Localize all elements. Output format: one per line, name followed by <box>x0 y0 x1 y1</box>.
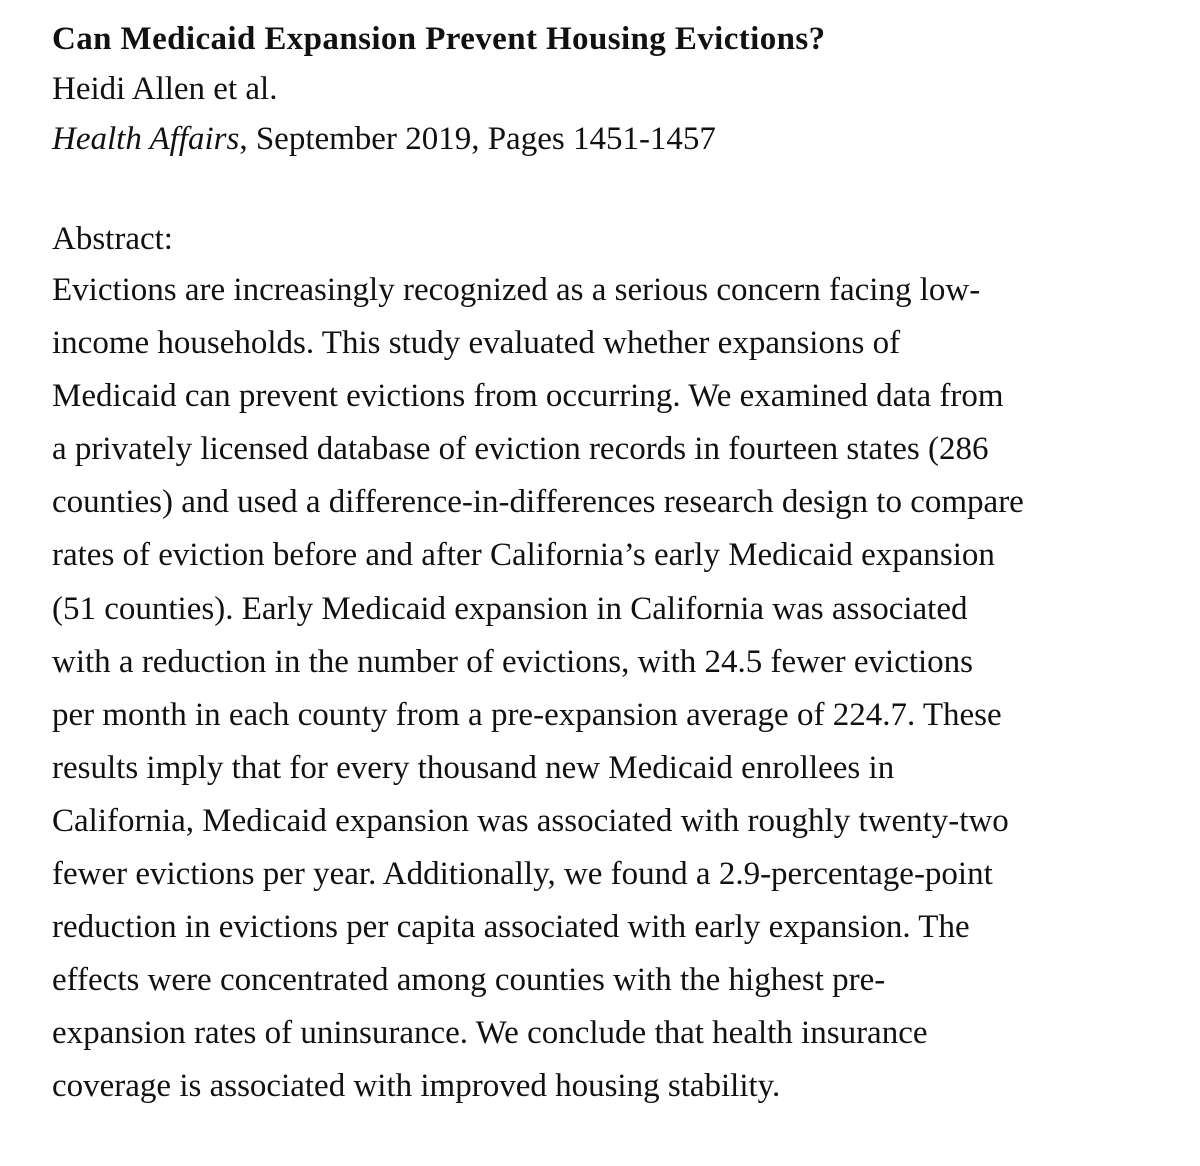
abstract-line: rates of eviction before and after California’s early Medicaid expansion <box>52 537 995 574</box>
article-summary <box>52 14 1172 1114</box>
journal-name: Health Affairs <box>52 121 240 157</box>
abstract-line: fewer evictions per year. Additionally, we found a 2.9-percentage-point <box>52 856 993 893</box>
abstract-line: expansion rates of uninsurance. We conclude that health insurance <box>52 1015 928 1052</box>
article-title: Can Medicaid Expansion Prevent Housing Evictions? <box>52 21 826 57</box>
abstract-line: Medicaid can prevent evictions from occurring. We examined data from <box>52 378 1004 415</box>
abstract-line: coverage is associated with improved housing stability. <box>52 1068 781 1105</box>
abstract-line: results imply that for every thousand new Medicaid enrollees in <box>52 749 895 786</box>
abstract-body <box>52 264 1172 1114</box>
article-authors: Heidi Allen et al. <box>52 71 278 107</box>
citation-details: , September 2019, Pages 1451-1457 <box>239 121 716 157</box>
abstract-line: a privately licensed database of eviction records in fourteen states (286 <box>52 431 989 468</box>
abstract-line: (51 counties). Early Medicaid expansion in California was associated <box>52 590 968 627</box>
abstract-line: counties) and used a difference-in-differences research design to compare <box>52 484 1024 521</box>
abstract-line: per month in each county from a pre-expansion average of 224.7. These <box>52 696 1002 733</box>
abstract-label: Abstract: <box>52 221 173 257</box>
section-spacer <box>52 164 1172 214</box>
abstract-line: income households. This study evaluated whether expansions of <box>52 325 901 362</box>
article-citation <box>52 114 1172 164</box>
abstract-line: with a reduction in the number of evictions, with 24.5 fewer evictions <box>52 643 974 680</box>
abstract-line: California, Medicaid expansion was associated with roughly twenty-two <box>52 802 1009 839</box>
abstract-line: reduction in evictions per capita associated with early expansion. The <box>52 909 970 946</box>
abstract-line: Evictions are increasingly recognized as a serious concern facing low- <box>52 272 981 308</box>
abstract-line: effects were concentrated among counties with the highest pre- <box>52 962 886 999</box>
